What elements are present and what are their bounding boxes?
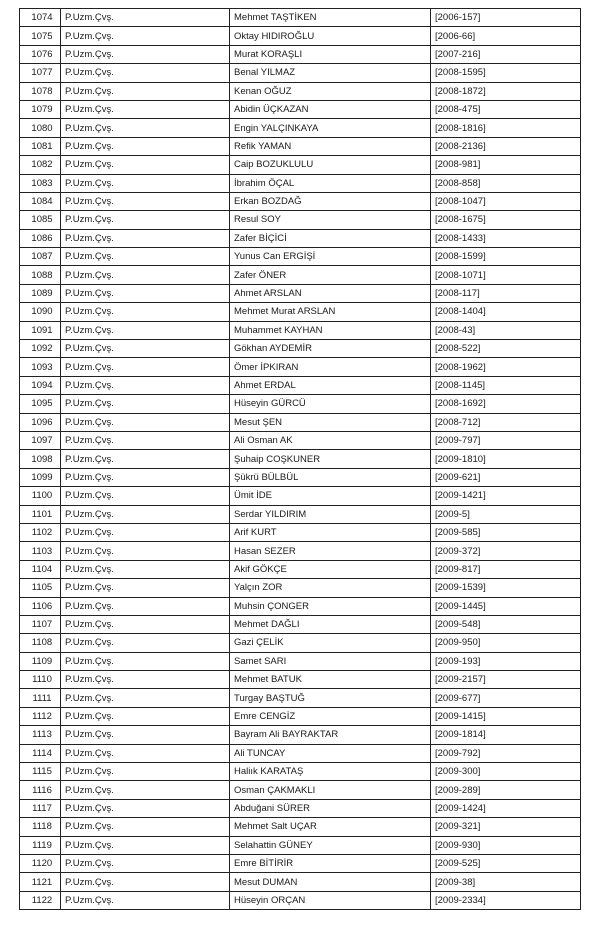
registry-code-cell: [2009-950] <box>431 634 581 652</box>
registry-code-cell: [2008-117] <box>431 284 581 302</box>
row-number: 1081 <box>20 137 61 155</box>
rank-cell: P.Uzm.Çvş. <box>61 707 230 725</box>
rank-cell: P.Uzm.Çvş. <box>61 836 230 854</box>
registry-code-cell: [2008-1145] <box>431 376 581 394</box>
table-row <box>20 707 581 725</box>
row-number: 1121 <box>20 873 61 891</box>
person-name-cell: İbrahim ÖÇAL <box>230 174 431 192</box>
row-number: 1101 <box>20 505 61 523</box>
row-number: 1082 <box>20 156 61 174</box>
table-row <box>20 744 581 762</box>
rank-cell: P.Uzm.Çvş. <box>61 781 230 799</box>
registry-code-cell: [2006-157] <box>431 9 581 27</box>
registry-code-cell: [2008-475] <box>431 100 581 118</box>
table-row <box>20 9 581 27</box>
registry-code-cell: [2009-1810] <box>431 450 581 468</box>
person-name-cell: Mesut DUMAN <box>230 873 431 891</box>
person-name-cell: Ali Osman AK <box>230 431 431 449</box>
rank-cell: P.Uzm.Çvş. <box>61 395 230 413</box>
registry-code-cell: [2009-2334] <box>431 891 581 909</box>
person-name-cell: Caip BOZUKLULU <box>230 156 431 174</box>
row-number: 1077 <box>20 64 61 82</box>
table-row <box>20 781 581 799</box>
person-name-cell: Zafer BİÇİCİ <box>230 229 431 247</box>
row-number: 1094 <box>20 376 61 394</box>
registry-code-cell: [2009-1415] <box>431 707 581 725</box>
registry-code-cell: [2009-1421] <box>431 487 581 505</box>
registry-code-cell: [2009-817] <box>431 560 581 578</box>
rank-cell: P.Uzm.Çvş. <box>61 450 230 468</box>
rank-cell: P.Uzm.Çvş. <box>61 560 230 578</box>
rank-cell: P.Uzm.Çvş. <box>61 321 230 339</box>
row-number: 1078 <box>20 82 61 100</box>
registry-code-cell: [2009-372] <box>431 542 581 560</box>
row-number: 1107 <box>20 615 61 633</box>
rank-cell: P.Uzm.Çvş. <box>61 689 230 707</box>
table-row <box>20 211 581 229</box>
person-name-cell: Ahmet ARSLAN <box>230 284 431 302</box>
rank-cell: P.Uzm.Çvş. <box>61 229 230 247</box>
person-name-cell: Yunus Can ERGİŞİ <box>230 248 431 266</box>
rank-cell: P.Uzm.Çvş. <box>61 248 230 266</box>
registry-code-cell: [2008-712] <box>431 413 581 431</box>
row-number: 1099 <box>20 468 61 486</box>
table-row <box>20 523 581 541</box>
rank-cell: P.Uzm.Çvş. <box>61 9 230 27</box>
person-name-cell: Abduğani SÜRER <box>230 799 431 817</box>
rank-cell: P.Uzm.Çvş. <box>61 579 230 597</box>
table-row <box>20 579 581 597</box>
rank-cell: P.Uzm.Çvş. <box>61 873 230 891</box>
row-number: 1085 <box>20 211 61 229</box>
table-row <box>20 836 581 854</box>
rank-cell: P.Uzm.Çvş. <box>61 45 230 63</box>
registry-code-cell: [2009-548] <box>431 615 581 633</box>
person-name-cell: Muhsin ÇONGER <box>230 597 431 615</box>
person-name-cell: Muhammet KAYHAN <box>230 321 431 339</box>
registry-code-cell: [2006-66] <box>431 27 581 45</box>
row-number: 1096 <box>20 413 61 431</box>
registry-code-cell: [2008-858] <box>431 174 581 192</box>
person-name-cell: Mehmet BATUK <box>230 671 431 689</box>
registry-code-cell: [2008-981] <box>431 156 581 174</box>
person-name-cell: Haliık KARATAŞ <box>230 763 431 781</box>
registry-code-cell: [2009-797] <box>431 431 581 449</box>
rank-cell: P.Uzm.Çvş. <box>61 156 230 174</box>
table-row <box>20 597 581 615</box>
rank-cell: P.Uzm.Çvş. <box>61 891 230 909</box>
row-number: 1111 <box>20 689 61 707</box>
row-number: 1116 <box>20 781 61 799</box>
registry-code-cell: [2009-289] <box>431 781 581 799</box>
table-row <box>20 763 581 781</box>
rank-cell: P.Uzm.Çvş. <box>61 818 230 836</box>
person-name-cell: Emre CENGİZ <box>230 707 431 725</box>
person-name-cell: Serdar YILDIRIM <box>230 505 431 523</box>
registry-code-cell: [2009-1814] <box>431 726 581 744</box>
row-number: 1097 <box>20 431 61 449</box>
person-name-cell: Şükrü BÜLBÜL <box>230 468 431 486</box>
person-name-cell: Mesut ŞEN <box>230 413 431 431</box>
rank-cell: P.Uzm.Çvş. <box>61 211 230 229</box>
row-number: 1115 <box>20 763 61 781</box>
row-number: 1086 <box>20 229 61 247</box>
person-name-cell: Gökhan AYDEMİR <box>230 340 431 358</box>
table-row <box>20 27 581 45</box>
rank-cell: P.Uzm.Çvş. <box>61 82 230 100</box>
rank-cell: P.Uzm.Çvş. <box>61 854 230 872</box>
row-number: 1114 <box>20 744 61 762</box>
rank-cell: P.Uzm.Çvş. <box>61 744 230 762</box>
row-number: 1075 <box>20 27 61 45</box>
person-name-cell: Resul SOY <box>230 211 431 229</box>
row-number: 1109 <box>20 652 61 670</box>
rank-cell: P.Uzm.Çvş. <box>61 192 230 210</box>
row-number: 1120 <box>20 854 61 872</box>
table-row <box>20 873 581 891</box>
person-name-cell: Mehmet Murat ARSLAN <box>230 303 431 321</box>
person-name-cell: Hasan SEZER <box>230 542 431 560</box>
registry-code-cell: [2008-1816] <box>431 119 581 137</box>
person-name-cell: Emre BİTİRİR <box>230 854 431 872</box>
rank-cell: P.Uzm.Çvş. <box>61 487 230 505</box>
registry-code-cell: [2009-321] <box>431 818 581 836</box>
rank-cell: P.Uzm.Çvş. <box>61 137 230 155</box>
table-row <box>20 137 581 155</box>
person-name-cell: Hüseyin ORÇAN <box>230 891 431 909</box>
table-row <box>20 615 581 633</box>
rank-cell: P.Uzm.Çvş. <box>61 64 230 82</box>
person-name-cell: Osman ÇAKMAKLI <box>230 781 431 799</box>
row-number: 1110 <box>20 671 61 689</box>
person-name-cell: Kenan OĞUZ <box>230 82 431 100</box>
table-row <box>20 560 581 578</box>
table-row <box>20 45 581 63</box>
registry-code-cell: [2009-792] <box>431 744 581 762</box>
rank-cell: P.Uzm.Çvş. <box>61 615 230 633</box>
table-row <box>20 156 581 174</box>
registry-code-cell: [2009-621] <box>431 468 581 486</box>
person-name-cell: Zafer ÖNER <box>230 266 431 284</box>
registry-code-cell: [2009-930] <box>431 836 581 854</box>
table-row <box>20 303 581 321</box>
rank-cell: P.Uzm.Çvş. <box>61 468 230 486</box>
rank-cell: P.Uzm.Çvş. <box>61 634 230 652</box>
table-row <box>20 431 581 449</box>
rank-cell: P.Uzm.Çvş. <box>61 174 230 192</box>
table-row <box>20 82 581 100</box>
row-number: 1084 <box>20 192 61 210</box>
registry-code-cell: [2008-1872] <box>431 82 581 100</box>
registry-code-cell: [2008-1047] <box>431 192 581 210</box>
rank-cell: P.Uzm.Çvş. <box>61 413 230 431</box>
table-row <box>20 119 581 137</box>
registry-code-cell: [2008-522] <box>431 340 581 358</box>
row-number: 1112 <box>20 707 61 725</box>
row-number: 1080 <box>20 119 61 137</box>
table-row <box>20 248 581 266</box>
table-row <box>20 340 581 358</box>
row-number: 1076 <box>20 45 61 63</box>
table-row <box>20 229 581 247</box>
rank-cell: P.Uzm.Çvş. <box>61 542 230 560</box>
table-row <box>20 542 581 560</box>
table-row <box>20 321 581 339</box>
registry-code-cell: [2009-525] <box>431 854 581 872</box>
registry-code-cell: [2009-5] <box>431 505 581 523</box>
table-row <box>20 266 581 284</box>
person-name-cell: Ümit İDE <box>230 487 431 505</box>
registry-code-cell: [2008-1404] <box>431 303 581 321</box>
row-number: 1093 <box>20 358 61 376</box>
rank-cell: P.Uzm.Çvş. <box>61 303 230 321</box>
registry-code-cell: [2009-585] <box>431 523 581 541</box>
row-number: 1079 <box>20 100 61 118</box>
table-row <box>20 726 581 744</box>
registry-code-cell: [2009-1445] <box>431 597 581 615</box>
row-number: 1100 <box>20 487 61 505</box>
person-name-cell: Yalçın ZOR <box>230 579 431 597</box>
row-number: 1117 <box>20 799 61 817</box>
rank-cell: P.Uzm.Çvş. <box>61 100 230 118</box>
rank-cell: P.Uzm.Çvş. <box>61 597 230 615</box>
table-row <box>20 818 581 836</box>
person-name-cell: Bayram Ali BAYRAKTAR <box>230 726 431 744</box>
registry-code-cell: [2008-43] <box>431 321 581 339</box>
person-name-cell: Ömer İPKIRAN <box>230 358 431 376</box>
person-name-cell: Abidin ÜÇKAZAN <box>230 100 431 118</box>
row-number: 1102 <box>20 523 61 541</box>
registry-code-cell: [2009-1424] <box>431 799 581 817</box>
person-name-cell: Refik YAMAN <box>230 137 431 155</box>
table-row <box>20 671 581 689</box>
registry-code-cell: [2008-1071] <box>431 266 581 284</box>
rank-cell: P.Uzm.Çvş. <box>61 284 230 302</box>
rank-cell: P.Uzm.Çvş. <box>61 763 230 781</box>
rank-cell: P.Uzm.Çvş. <box>61 671 230 689</box>
registry-code-cell: [2008-1962] <box>431 358 581 376</box>
person-name-cell: Mehmet Salt UÇAR <box>230 818 431 836</box>
registry-code-cell: [2009-1539] <box>431 579 581 597</box>
rank-cell: P.Uzm.Çvş. <box>61 376 230 394</box>
person-name-cell: Benal YILMAZ <box>230 64 431 82</box>
rank-cell: P.Uzm.Çvş. <box>61 799 230 817</box>
person-name-cell: Engin YALÇINKAYA <box>230 119 431 137</box>
person-name-cell: Murat KORAŞLI <box>230 45 431 63</box>
registry-code-cell: [2009-193] <box>431 652 581 670</box>
person-name-cell: Samet SARI <box>230 652 431 670</box>
row-number: 1105 <box>20 579 61 597</box>
person-name-cell: Erkan BOZDAĞ <box>230 192 431 210</box>
registry-code-cell: [2009-300] <box>431 763 581 781</box>
rank-cell: P.Uzm.Çvş. <box>61 726 230 744</box>
row-number: 1103 <box>20 542 61 560</box>
row-number: 1087 <box>20 248 61 266</box>
table-row <box>20 174 581 192</box>
person-name-cell: Ali TUNCAY <box>230 744 431 762</box>
person-name-cell: Turgay BAŞTUĞ <box>230 689 431 707</box>
row-number: 1119 <box>20 836 61 854</box>
person-name-cell: Akif GÖKÇE <box>230 560 431 578</box>
row-number: 1118 <box>20 818 61 836</box>
personnel-table <box>19 8 581 910</box>
rank-cell: P.Uzm.Çvş. <box>61 652 230 670</box>
rank-cell: P.Uzm.Çvş. <box>61 27 230 45</box>
row-number: 1108 <box>20 634 61 652</box>
row-number: 1106 <box>20 597 61 615</box>
table-row <box>20 652 581 670</box>
person-name-cell: Hüseyin GÜRCÜ <box>230 395 431 413</box>
person-name-cell: Oktay HIDIROĞLU <box>230 27 431 45</box>
person-name-cell: Arif KURT <box>230 523 431 541</box>
registry-code-cell: [2009-2157] <box>431 671 581 689</box>
table-row <box>20 487 581 505</box>
person-name-cell: Gazi ÇELİK <box>230 634 431 652</box>
rank-cell: P.Uzm.Çvş. <box>61 523 230 541</box>
person-name-cell: Mehmet TAŞTİKEN <box>230 9 431 27</box>
registry-code-cell: [2008-1599] <box>431 248 581 266</box>
rank-cell: P.Uzm.Çvş. <box>61 340 230 358</box>
registry-code-cell: [2008-1692] <box>431 395 581 413</box>
table-row <box>20 64 581 82</box>
table-row <box>20 413 581 431</box>
row-number: 1074 <box>20 9 61 27</box>
person-name-cell: Şuhaip COŞKUNER <box>230 450 431 468</box>
table-row <box>20 284 581 302</box>
registry-code-cell: [2009-38] <box>431 873 581 891</box>
table-row <box>20 395 581 413</box>
table-row <box>20 689 581 707</box>
rank-cell: P.Uzm.Çvş. <box>61 431 230 449</box>
row-number: 1091 <box>20 321 61 339</box>
table-row <box>20 505 581 523</box>
rank-cell: P.Uzm.Çvş. <box>61 266 230 284</box>
table-row <box>20 192 581 210</box>
row-number: 1090 <box>20 303 61 321</box>
personnel-table-body <box>20 9 581 910</box>
registry-code-cell: [2008-2136] <box>431 137 581 155</box>
table-row <box>20 854 581 872</box>
row-number: 1113 <box>20 726 61 744</box>
table-row <box>20 799 581 817</box>
table-row <box>20 891 581 909</box>
row-number: 1095 <box>20 395 61 413</box>
person-name-cell: Mehmet DAĞLI <box>230 615 431 633</box>
row-number: 1089 <box>20 284 61 302</box>
table-row <box>20 468 581 486</box>
registry-code-cell: [2008-1433] <box>431 229 581 247</box>
table-row <box>20 100 581 118</box>
row-number: 1088 <box>20 266 61 284</box>
registry-code-cell: [2008-1595] <box>431 64 581 82</box>
person-name-cell: Selahattin GÜNEY <box>230 836 431 854</box>
registry-code-cell: [2009-677] <box>431 689 581 707</box>
registry-code-cell: [2007-216] <box>431 45 581 63</box>
row-number: 1104 <box>20 560 61 578</box>
row-number: 1092 <box>20 340 61 358</box>
table-row <box>20 376 581 394</box>
row-number: 1098 <box>20 450 61 468</box>
table-row <box>20 358 581 376</box>
row-number: 1083 <box>20 174 61 192</box>
row-number: 1122 <box>20 891 61 909</box>
rank-cell: P.Uzm.Çvş. <box>61 358 230 376</box>
rank-cell: P.Uzm.Çvş. <box>61 505 230 523</box>
rank-cell: P.Uzm.Çvş. <box>61 119 230 137</box>
table-row <box>20 450 581 468</box>
person-name-cell: Ahmet ERDAL <box>230 376 431 394</box>
table-row <box>20 634 581 652</box>
registry-code-cell: [2008-1675] <box>431 211 581 229</box>
